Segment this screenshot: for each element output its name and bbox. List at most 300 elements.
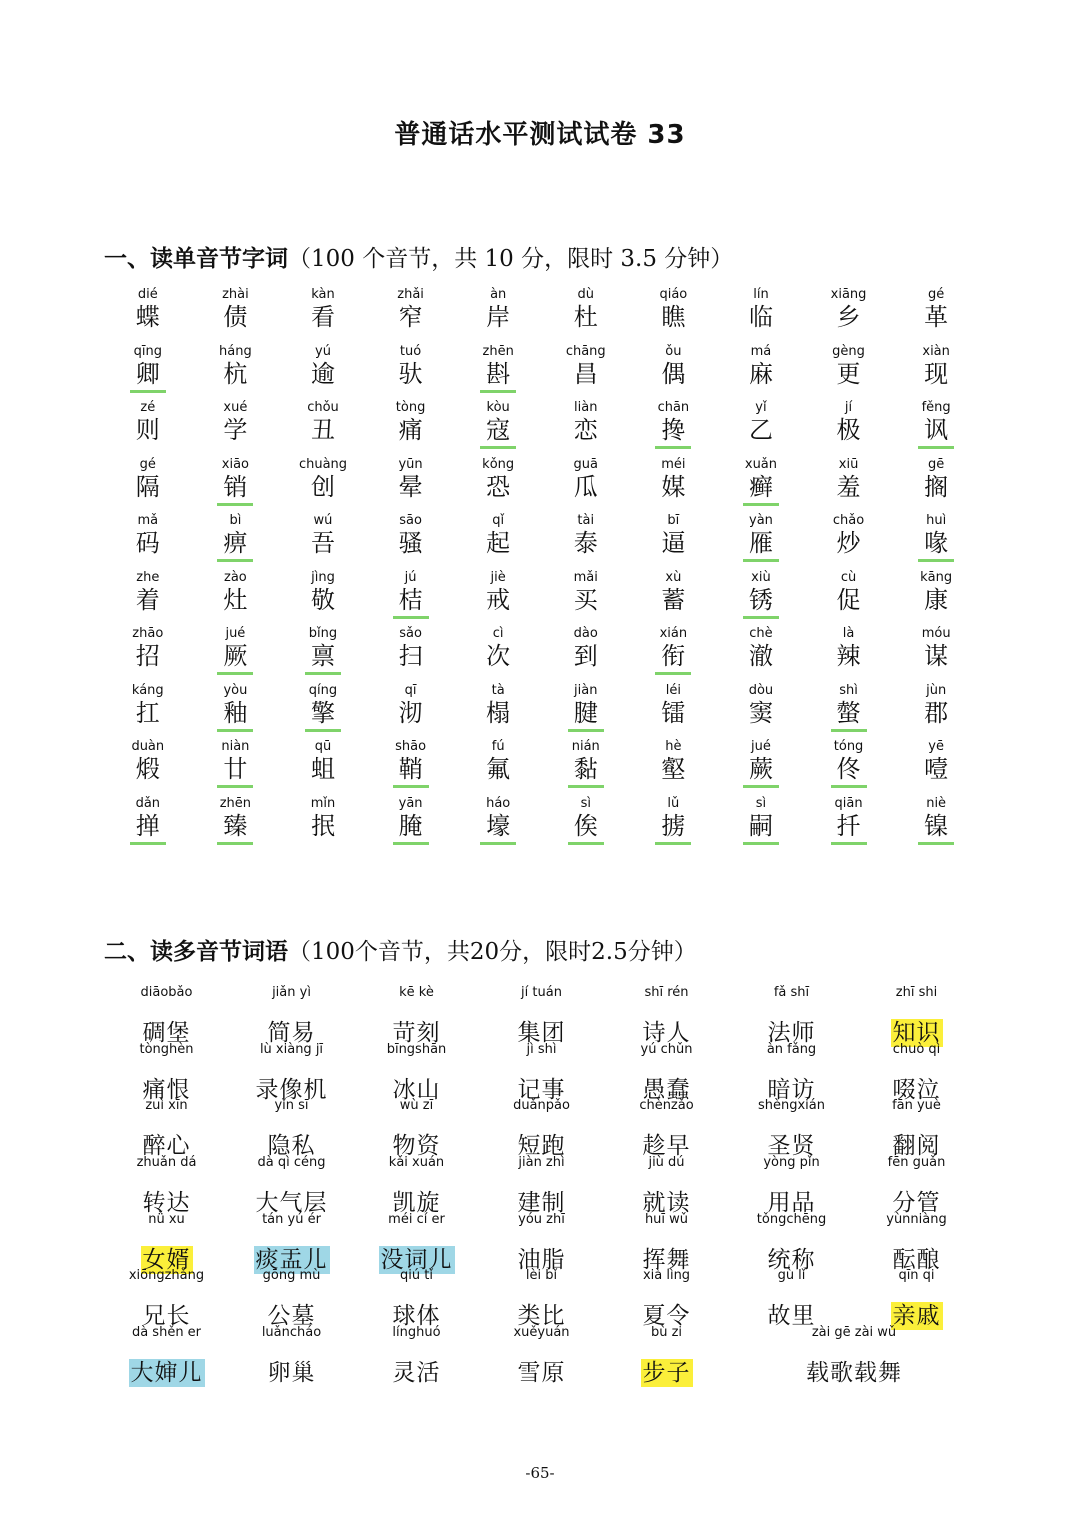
pinyin: xiāo bbox=[221, 456, 249, 472]
hanzi: 窦 bbox=[748, 698, 773, 727]
pinyin: huī wǔ bbox=[644, 1211, 689, 1227]
pinyin: luǎncháo bbox=[261, 1325, 322, 1341]
word-cell bbox=[354, 1211, 479, 1273]
hanzi: 羞 bbox=[836, 472, 861, 501]
word: 灵活 bbox=[392, 1360, 441, 1387]
pinyin: qīn qi bbox=[898, 1268, 935, 1284]
pinyin: háo bbox=[486, 795, 511, 811]
word-cell bbox=[104, 1097, 229, 1160]
grid-row bbox=[104, 738, 980, 795]
character-cell bbox=[717, 399, 805, 456]
pinyin: dà qì céng bbox=[257, 1155, 326, 1171]
grid-row bbox=[104, 795, 980, 852]
pinyin: sì bbox=[755, 795, 767, 811]
pinyin: jìng bbox=[311, 569, 335, 585]
hanzi: 澈 bbox=[748, 642, 773, 670]
hanzi: 临 bbox=[748, 303, 773, 331]
pinyin: zài gē zài wǔ bbox=[811, 1325, 897, 1341]
pinyin: zhāo bbox=[132, 626, 164, 641]
word: 没词儿 bbox=[380, 1246, 453, 1273]
word-cell bbox=[229, 1211, 354, 1273]
word: 物资 bbox=[392, 1133, 441, 1160]
character-cell bbox=[892, 456, 980, 513]
pinyin: xiū bbox=[838, 456, 859, 472]
pinyin: hè bbox=[665, 739, 682, 754]
character-cell bbox=[717, 512, 805, 569]
pinyin: lín bbox=[753, 287, 769, 302]
pinyin: jué bbox=[225, 626, 246, 641]
word: 大气层 bbox=[255, 1190, 328, 1217]
hanzi: 恋 bbox=[573, 416, 598, 444]
pinyin: dié bbox=[137, 287, 158, 302]
pinyin: yòu bbox=[223, 682, 248, 698]
character-cell bbox=[805, 625, 893, 682]
word: 短跑 bbox=[517, 1133, 566, 1160]
word: 暗访 bbox=[767, 1076, 816, 1103]
pinyin: mǎ bbox=[137, 513, 159, 528]
hanzi: 榻 bbox=[486, 698, 511, 727]
pinyin: yūn bbox=[398, 456, 423, 472]
pinyin: ǒu bbox=[665, 343, 682, 359]
pinyin: zhī shi bbox=[895, 985, 938, 1000]
hanzi: 镍 bbox=[918, 812, 954, 845]
hanzi: 看 bbox=[310, 303, 335, 331]
hanzi: 喙 bbox=[918, 529, 954, 562]
word-cell bbox=[729, 1097, 854, 1160]
word: 建制 bbox=[517, 1190, 566, 1217]
word: 凯旋 bbox=[392, 1190, 441, 1217]
hanzi: 煅 bbox=[135, 755, 160, 783]
pinyin: kē kè bbox=[399, 985, 434, 1000]
hanzi: 扦 bbox=[831, 812, 867, 845]
character-cell bbox=[630, 682, 718, 739]
pinyin: mǐn bbox=[310, 795, 336, 811]
hanzi: 腱 bbox=[568, 699, 604, 732]
character-cell bbox=[192, 399, 280, 456]
word-cell bbox=[479, 984, 604, 1046]
pinyin: kǒng bbox=[482, 456, 515, 472]
character-cell bbox=[805, 682, 893, 739]
grid-row bbox=[104, 569, 980, 626]
pinyin: nián bbox=[571, 739, 600, 754]
pinyin: léi bbox=[665, 682, 681, 698]
hanzi: 敬 bbox=[310, 585, 335, 614]
hanzi: 蕨 bbox=[743, 755, 779, 788]
hanzi: 掸 bbox=[130, 812, 166, 845]
pinyin: huì bbox=[926, 513, 947, 528]
hanzi: 瞧 bbox=[661, 303, 686, 331]
character-cell bbox=[104, 399, 192, 456]
word-cell bbox=[104, 1267, 229, 1330]
character-cell bbox=[892, 625, 980, 682]
pinyin: bì bbox=[229, 513, 242, 528]
character-cell bbox=[367, 569, 455, 626]
character-cell bbox=[279, 795, 367, 852]
hanzi: 噎 bbox=[924, 755, 949, 783]
character-cell bbox=[454, 569, 542, 626]
pinyin: xiàn bbox=[922, 343, 950, 359]
section1-heading bbox=[104, 240, 1004, 273]
pinyin: xué bbox=[223, 400, 248, 415]
hanzi: 沏 bbox=[398, 698, 423, 727]
hanzi: 禀 bbox=[305, 642, 341, 675]
pinyin: zhe bbox=[136, 569, 160, 585]
character-cell bbox=[717, 286, 805, 343]
pinyin: diāobǎo bbox=[140, 985, 193, 1000]
hanzi: 更 bbox=[836, 359, 861, 388]
pinyin: qiān bbox=[834, 795, 863, 811]
pinyin: móu bbox=[921, 626, 951, 641]
character-cell bbox=[367, 795, 455, 852]
section2-heading-main: 二、读多音节词语 bbox=[104, 939, 288, 965]
pinyin: zhuǎn dá bbox=[136, 1155, 197, 1171]
word: 油脂 bbox=[517, 1246, 566, 1273]
pinyin: xián bbox=[659, 626, 688, 641]
word-cell bbox=[854, 1097, 979, 1160]
pinyin: má bbox=[750, 343, 772, 359]
pinyin: tǒngchēng bbox=[756, 1211, 827, 1227]
hanzi: 麻 bbox=[748, 359, 773, 388]
word-cell bbox=[229, 1041, 354, 1103]
pinyin: zhài bbox=[222, 287, 249, 302]
pinyin: sì bbox=[580, 795, 591, 811]
word-cell bbox=[729, 1041, 854, 1103]
hanzi: 到 bbox=[573, 642, 598, 670]
grid-row bbox=[104, 682, 980, 739]
pinyin: dòu bbox=[748, 682, 774, 698]
hanzi: 偶 bbox=[661, 359, 686, 388]
grid-row bbox=[104, 1211, 980, 1273]
character-cell bbox=[630, 512, 718, 569]
word-cell bbox=[229, 984, 354, 1046]
grid-row bbox=[104, 1097, 980, 1160]
word: 类比 bbox=[517, 1303, 566, 1330]
hanzi: 着 bbox=[135, 585, 160, 614]
pinyin: wú bbox=[313, 513, 333, 528]
character-cell bbox=[192, 512, 280, 569]
word-cell bbox=[604, 1041, 729, 1103]
pinyin: jú bbox=[404, 569, 417, 585]
pinyin: gé bbox=[928, 287, 945, 302]
pinyin: fú bbox=[491, 739, 505, 754]
character-cell bbox=[630, 399, 718, 456]
hanzi: 衔 bbox=[655, 642, 691, 675]
hanzi: 起 bbox=[486, 529, 511, 557]
hanzi: 抿 bbox=[310, 811, 335, 840]
pinyin: wù zī bbox=[399, 1098, 434, 1114]
hanzi: 码 bbox=[135, 529, 160, 557]
hanzi: 黏 bbox=[568, 755, 604, 788]
pinyin: fěng bbox=[921, 400, 951, 415]
pinyin: zhēn bbox=[219, 795, 252, 811]
pinyin: bù zi bbox=[650, 1325, 683, 1341]
word: 录像机 bbox=[255, 1076, 328, 1103]
hanzi: 学 bbox=[223, 416, 248, 444]
character-cell bbox=[104, 343, 192, 400]
pinyin: tài bbox=[577, 513, 595, 528]
pinyin: gù lǐ bbox=[777, 1268, 806, 1284]
grid-row bbox=[104, 343, 980, 400]
word-cell bbox=[104, 1154, 229, 1217]
character-cell bbox=[630, 286, 718, 343]
pinyin: zào bbox=[224, 569, 247, 585]
word: 公墓 bbox=[267, 1303, 316, 1330]
character-cell bbox=[892, 512, 980, 569]
character-cell bbox=[454, 738, 542, 795]
hanzi: 卿 bbox=[130, 360, 166, 393]
pinyin: qíng bbox=[308, 682, 338, 698]
character-cell bbox=[805, 738, 893, 795]
character-cell bbox=[805, 795, 893, 852]
character-cell bbox=[367, 625, 455, 682]
pinyin: jí bbox=[844, 400, 853, 415]
word: 亲戚 bbox=[892, 1303, 941, 1330]
character-cell bbox=[630, 456, 718, 513]
pinyin: yān bbox=[398, 795, 423, 811]
character-cell bbox=[805, 343, 893, 400]
word-cell bbox=[604, 984, 729, 1046]
word: 酝酿 bbox=[892, 1246, 941, 1273]
hanzi: 佟 bbox=[831, 755, 867, 788]
hanzi: 镭 bbox=[661, 698, 686, 727]
hanzi: 斟 bbox=[480, 360, 516, 393]
word: 兄长 bbox=[142, 1303, 191, 1330]
character-cell bbox=[104, 569, 192, 626]
word: 愚蠢 bbox=[642, 1076, 691, 1103]
pinyin: yùnniàng bbox=[886, 1211, 947, 1227]
pinyin: guā bbox=[573, 456, 598, 472]
grid-row bbox=[104, 1154, 980, 1217]
grid-row bbox=[104, 1324, 980, 1387]
hanzi: 瓜 bbox=[573, 472, 598, 501]
word: 法师 bbox=[767, 1020, 816, 1046]
hanzi: 搁 bbox=[924, 472, 949, 501]
word-cell bbox=[354, 1154, 479, 1217]
word-cell bbox=[854, 984, 979, 1046]
character-cell bbox=[630, 343, 718, 400]
hanzi: 搀 bbox=[655, 416, 691, 449]
pinyin: duǎnpǎo bbox=[513, 1098, 570, 1114]
character-cell bbox=[717, 343, 805, 400]
hanzi: 炒 bbox=[836, 529, 861, 557]
pinyin: qū bbox=[314, 739, 332, 754]
character-cell bbox=[367, 456, 455, 513]
character-cell bbox=[104, 682, 192, 739]
character-cell bbox=[279, 343, 367, 400]
character-cell bbox=[542, 512, 630, 569]
hanzi: 极 bbox=[836, 416, 861, 444]
character-cell bbox=[630, 625, 718, 682]
word-cell bbox=[104, 984, 229, 1046]
character-cell bbox=[279, 625, 367, 682]
pinyin: jiàn zhì bbox=[518, 1155, 565, 1171]
pinyin: gé bbox=[139, 456, 156, 472]
page-number: -65- bbox=[525, 1464, 555, 1482]
pinyin: mǎi bbox=[573, 569, 598, 585]
hanzi: 驮 bbox=[398, 359, 423, 388]
hanzi: 泰 bbox=[573, 529, 598, 557]
word-cell bbox=[604, 1267, 729, 1330]
grid-row bbox=[104, 512, 980, 569]
word-cell bbox=[354, 984, 479, 1046]
pinyin: bīngshān bbox=[386, 1041, 447, 1057]
character-cell bbox=[279, 569, 367, 626]
pinyin: shī rén bbox=[644, 985, 689, 1000]
hanzi: 乙 bbox=[748, 416, 773, 444]
pinyin: bǐng bbox=[308, 626, 338, 641]
pinyin: tòng bbox=[395, 400, 426, 415]
character-cell bbox=[717, 625, 805, 682]
hanzi: 则 bbox=[135, 416, 160, 444]
character-cell bbox=[542, 399, 630, 456]
pinyin: chǒu bbox=[307, 400, 339, 415]
hanzi: 康 bbox=[924, 585, 949, 614]
character-cell bbox=[104, 625, 192, 682]
character-cell bbox=[454, 795, 542, 852]
hanzi: 俟 bbox=[568, 812, 604, 845]
character-cell bbox=[892, 738, 980, 795]
hanzi: 扫 bbox=[398, 642, 423, 670]
character-cell bbox=[367, 512, 455, 569]
word-cell bbox=[854, 1154, 979, 1217]
character-cell bbox=[192, 738, 280, 795]
pinyin: qī bbox=[404, 682, 417, 698]
character-cell bbox=[454, 286, 542, 343]
character-cell bbox=[717, 738, 805, 795]
character-cell bbox=[542, 456, 630, 513]
word-cell bbox=[229, 1324, 354, 1387]
hanzi: 媒 bbox=[661, 472, 686, 501]
section1-heading-main: 一、读单音节字词 bbox=[104, 246, 288, 272]
word: 翻阅 bbox=[892, 1133, 941, 1160]
word-cell bbox=[604, 1211, 729, 1273]
pinyin: yú bbox=[315, 343, 331, 359]
word: 啜泣 bbox=[892, 1076, 941, 1103]
word-cell bbox=[479, 1324, 604, 1387]
pinyin: liàn bbox=[574, 400, 598, 415]
hanzi: 乡 bbox=[836, 303, 861, 331]
pinyin: bī bbox=[667, 513, 680, 528]
pinyin: yòng pǐn bbox=[763, 1155, 820, 1171]
hanzi: 厥 bbox=[217, 642, 253, 675]
pinyin: tuó bbox=[399, 343, 422, 359]
pinyin: nǚ xu bbox=[148, 1211, 185, 1227]
character-cell bbox=[192, 625, 280, 682]
hanzi: 谋 bbox=[924, 642, 949, 670]
pinyin: yǐn sī bbox=[274, 1098, 309, 1114]
pinyin: àn fǎng bbox=[766, 1041, 817, 1057]
pinyin: yàn bbox=[749, 513, 773, 528]
pinyin: zhǎi bbox=[397, 287, 424, 302]
hanzi: 创 bbox=[310, 472, 335, 501]
pinyin: chè bbox=[749, 626, 773, 641]
character-cell bbox=[717, 456, 805, 513]
hanzi: 骚 bbox=[398, 529, 423, 557]
hanzi: 岸 bbox=[486, 303, 511, 331]
pinyin: tà bbox=[491, 682, 505, 698]
hanzi: 痛 bbox=[398, 416, 423, 444]
word: 痛恨 bbox=[142, 1076, 191, 1103]
pinyin: xiāng bbox=[830, 287, 867, 302]
word: 集团 bbox=[517, 1020, 566, 1046]
pinyin: dù bbox=[577, 287, 595, 302]
pinyin: lù xiàng jī bbox=[259, 1041, 324, 1057]
character-cell bbox=[542, 738, 630, 795]
word-cell bbox=[729, 1324, 979, 1387]
word: 球体 bbox=[392, 1303, 441, 1330]
pinyin: cì bbox=[492, 626, 504, 641]
hanzi: 癣 bbox=[743, 473, 779, 506]
pinyin: chuò qì bbox=[892, 1041, 941, 1057]
hanzi: 壕 bbox=[480, 812, 516, 845]
pinyin: dà shěn er bbox=[131, 1325, 202, 1341]
character-cell bbox=[892, 343, 980, 400]
hanzi: 杜 bbox=[573, 303, 598, 331]
character-cell bbox=[542, 569, 630, 626]
character-cell bbox=[279, 399, 367, 456]
pinyin: niè bbox=[926, 795, 947, 811]
hanzi: 擎 bbox=[305, 699, 341, 732]
pinyin: àn bbox=[490, 287, 507, 302]
character-cell bbox=[805, 569, 893, 626]
word-cell bbox=[104, 1211, 229, 1273]
word: 步子 bbox=[642, 1360, 691, 1387]
word-cell bbox=[729, 1154, 854, 1217]
word-cell bbox=[604, 1154, 729, 1217]
word: 统称 bbox=[767, 1246, 816, 1273]
pinyin: qīng bbox=[133, 343, 162, 359]
pinyin: zuì xīn bbox=[145, 1098, 188, 1114]
pinyin: xù bbox=[665, 569, 682, 585]
word-cell bbox=[479, 1154, 604, 1217]
word-cell bbox=[354, 1041, 479, 1103]
pinyin: duàn bbox=[131, 739, 165, 754]
character-cell bbox=[192, 456, 280, 513]
character-cell bbox=[104, 738, 192, 795]
hanzi: 辣 bbox=[836, 642, 861, 670]
word: 转达 bbox=[142, 1190, 191, 1217]
character-cell bbox=[192, 343, 280, 400]
character-cell bbox=[630, 795, 718, 852]
character-cell bbox=[279, 738, 367, 795]
hanzi: 买 bbox=[573, 585, 598, 614]
word-cell bbox=[854, 1211, 979, 1273]
pinyin: lèi bǐ bbox=[525, 1268, 558, 1284]
word: 故里 bbox=[767, 1303, 816, 1330]
pinyin: línghuó bbox=[392, 1325, 441, 1341]
character-cell bbox=[192, 286, 280, 343]
pinyin: zé bbox=[140, 400, 156, 415]
hanzi: 雁 bbox=[743, 529, 779, 562]
character-cell bbox=[892, 682, 980, 739]
character-cell bbox=[805, 286, 893, 343]
pinyin: sāo bbox=[399, 513, 422, 528]
pinyin: kàn bbox=[311, 287, 335, 302]
pinyin: shì bbox=[839, 682, 858, 698]
hanzi: 昌 bbox=[573, 359, 598, 388]
hanzi: 郡 bbox=[924, 698, 949, 727]
character-cell bbox=[279, 682, 367, 739]
pinyin: zhēn bbox=[482, 343, 514, 359]
pinyin: jiù dú bbox=[648, 1155, 685, 1171]
character-cell bbox=[367, 286, 455, 343]
character-cell bbox=[454, 625, 542, 682]
character-cell bbox=[279, 456, 367, 513]
word-cell bbox=[229, 1097, 354, 1160]
word-cell bbox=[229, 1154, 354, 1217]
section1-heading-note: （100 个音节，共 10 分，限时 3.5 分钟） bbox=[288, 246, 734, 272]
pinyin: shèngxián bbox=[757, 1098, 825, 1114]
